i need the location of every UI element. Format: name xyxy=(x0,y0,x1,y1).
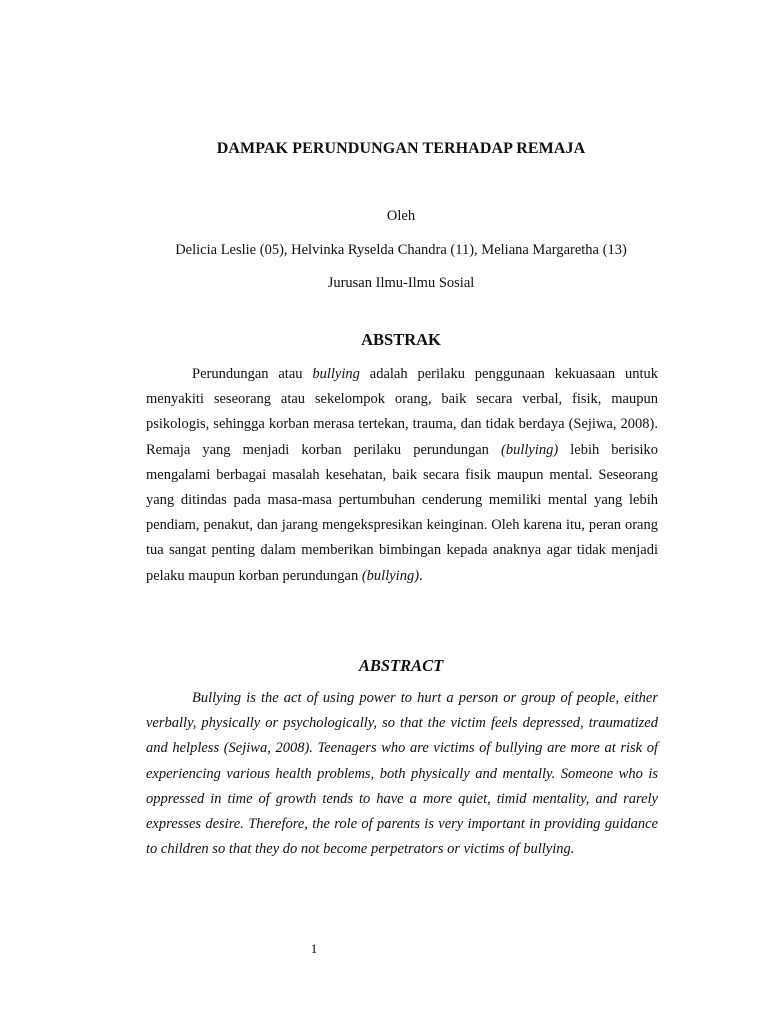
department: Jurusan Ilmu-Ilmu Sosial xyxy=(327,275,475,291)
paper-title: DAMPAK PERUNDUNGAN TERHADAP REMAJA xyxy=(216,140,586,157)
abstract-heading: ABSTRACT xyxy=(358,656,444,675)
abstrak-text-2: adalah perilaku penggunaan kekuasaan untuk menyakiti seseorang atau sekelompok orang, baik secara verbal, fisik, maupun psikologis, sehingga korban merasa tertekan, trauma, dan tidak berdaya (Sejiwa, 2008). Remaja yang menjadi korban perilaku perundungan xyxy=(146,366,658,458)
author-list: Delicia Leslie (05), Helvinka Ryselda Chandra (11), Meliana Margaretha (13) xyxy=(175,242,627,258)
abstrak-text-3: lebih berisiko mengalami berbagai masalah kesehatan, baik secara fisik maupun mental. Seseorang yang ditindas pada masa-masa pertumbuhan cenderung memiliki mental yang lebih pendiam, penakut, dan jarang mengekspresikan keinginan. Oleh karena itu, peran orang tua sangat penting dalam memberikan bimbingan kepada anaknya agar tidak menjadi pelaku maupun korban perundungan xyxy=(146,441,658,584)
abstrak-italic-2: (bullying) xyxy=(500,441,559,458)
by-label: Oleh xyxy=(386,208,416,224)
abstrak-paragraph xyxy=(146,362,658,589)
abstrak-italic-3: (bullying) xyxy=(361,567,420,584)
abstrak-text-4: . xyxy=(419,567,423,584)
abstrak-text-1: Perundungan atau xyxy=(192,366,313,382)
page-number: 1 xyxy=(310,941,318,956)
abstract-paragraph: Bullying is the act of using power to hurt a person or group of people, either verbally, physically or psychologically, so that the victim feels depressed, traumatized and helpless (Sejiwa, 2008). Teenagers who are victims of bullying are more at risk of experiencing various health problems, both physically and mentally. Someone who is oppressed in time of growth tends to have a more quiet, timid mentality, and rarely expresses desire. Therefore, the role of parents is very important in providing guidance to children so that they do not become perpetrators or victims of bullying. xyxy=(146,690,658,858)
abstrak-italic-1: bullying xyxy=(312,366,360,382)
abstrak-heading: ABSTRAK xyxy=(361,330,441,349)
